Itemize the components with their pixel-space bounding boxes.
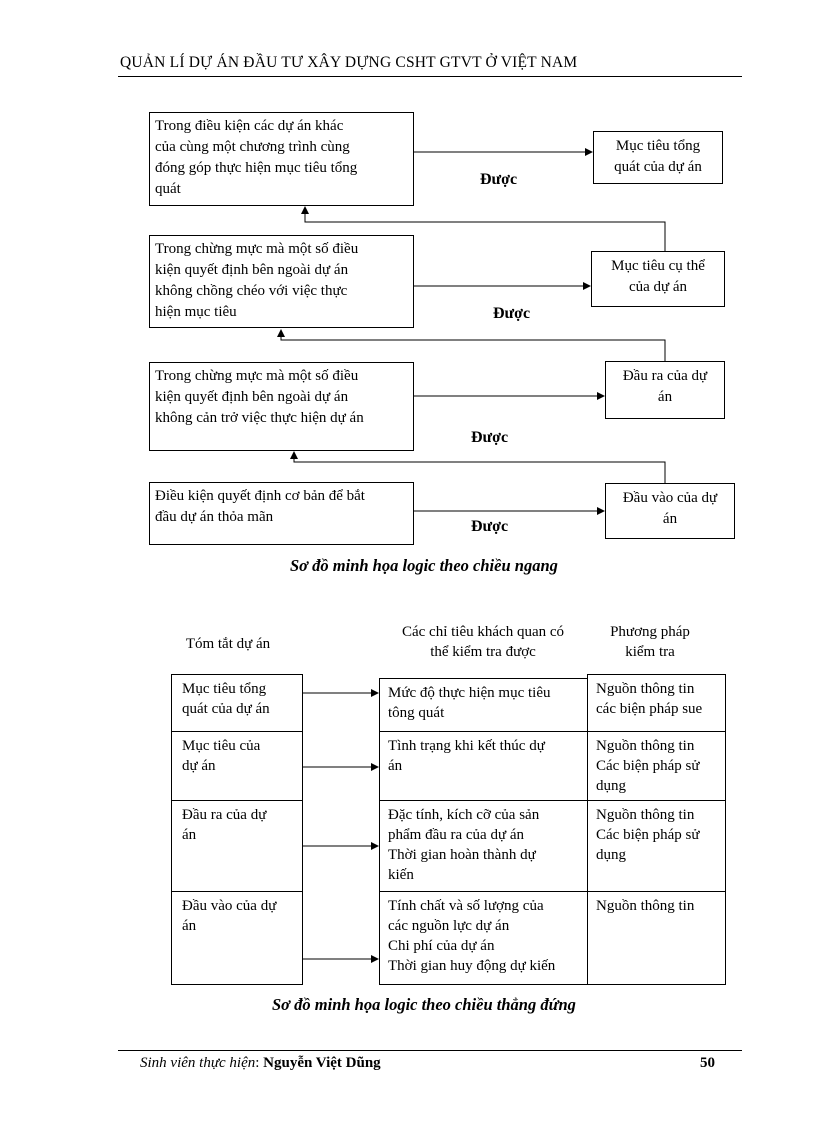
text-line: các nguồn lực dự án bbox=[388, 918, 510, 934]
text-line: Tình trạng khi kết thúc dự bbox=[388, 738, 545, 754]
indicator-cell-4 bbox=[379, 891, 588, 985]
footer-role-label: Sinh viên thực hiện bbox=[140, 1055, 256, 1071]
text-line: Đầu ra của dự bbox=[182, 807, 267, 823]
text-line: Trong chừng mực mà một số điều bbox=[155, 368, 359, 384]
text-line: Chi phí của dự án bbox=[388, 938, 495, 954]
summary-cell-3 bbox=[171, 800, 303, 892]
text-line: của cùng một chương trình cùng bbox=[155, 139, 350, 155]
text-line: quát của dự án bbox=[614, 159, 702, 175]
method-cell-1 bbox=[587, 674, 726, 732]
text-line: Điều kiện quyết định cơ bản để bắt bbox=[155, 488, 365, 504]
text-line: án bbox=[182, 827, 197, 843]
text-line: Các chỉ tiêu khách quan có bbox=[401, 624, 565, 640]
text-line: Nguồn thông tin bbox=[596, 807, 695, 823]
text-line: các biện pháp sue bbox=[596, 701, 703, 717]
text-line: kiến bbox=[388, 867, 414, 883]
text-line: Đầu ra của dự bbox=[622, 368, 708, 384]
footer-separator: : bbox=[255, 1055, 260, 1071]
result-box-specific-objective bbox=[591, 251, 725, 307]
indicator-cell-3 bbox=[379, 800, 588, 892]
horizontal-diagram-caption: Sơ đồ minh họa logic theo chiều ngang bbox=[290, 556, 558, 575]
assumption-box-4 bbox=[149, 482, 414, 545]
text-line: án bbox=[657, 389, 673, 405]
method-cell-3 bbox=[587, 800, 726, 892]
feedback-arrow-3 bbox=[281, 330, 665, 361]
method-cell-4 bbox=[587, 891, 726, 985]
text-line: Nguồn thông tin bbox=[596, 681, 695, 697]
text-line: Trong chừng mực mà một số điều bbox=[155, 241, 359, 257]
text-line: Tính chất và số lượng của bbox=[388, 898, 544, 914]
link-label-1: Được bbox=[480, 171, 518, 188]
method-cell-2 bbox=[587, 731, 726, 801]
text-line: dụng bbox=[596, 778, 626, 794]
text-line: thể kiểm tra được bbox=[430, 644, 536, 660]
column-header-indicators bbox=[378, 622, 588, 662]
result-box-general-objective bbox=[593, 131, 723, 184]
text-line: kiện quyết định bên ngoài dự án bbox=[155, 389, 349, 405]
text-line: dự án bbox=[182, 758, 216, 774]
text-line: Nguồn thông tin bbox=[596, 898, 695, 914]
summary-cell-2 bbox=[171, 731, 303, 801]
text-line: không cản trở việc thực hiện dự án bbox=[155, 410, 364, 426]
text-line: kiểm tra bbox=[625, 644, 675, 660]
summary-cell-4 bbox=[171, 891, 303, 985]
text-line: Mức độ thực hiện mục tiêu bbox=[388, 685, 551, 701]
text-line: Mục tiêu tổng bbox=[182, 681, 267, 697]
text-line: quát của dự án bbox=[182, 701, 270, 717]
column-header-methods bbox=[590, 622, 710, 662]
text-line: của dự án bbox=[628, 279, 688, 295]
footer-student-name: Nguyễn Việt Dũng bbox=[263, 1055, 381, 1071]
result-box-inputs bbox=[605, 483, 735, 539]
text-line: phẩm đầu ra của dự án bbox=[388, 827, 524, 843]
assumption-box-2 bbox=[149, 235, 414, 328]
link-label-4: Được bbox=[471, 518, 509, 535]
vertical-diagram-caption: Sơ đồ minh họa logic theo chiều thẳng đứng bbox=[272, 995, 576, 1014]
text-line: Đặc tính, kích cỡ của sản bbox=[388, 807, 540, 823]
footer-author bbox=[140, 1055, 381, 1072]
text-line: dụng bbox=[596, 847, 626, 863]
text-line: Đầu vào của dự bbox=[622, 490, 718, 506]
text-line: kiện quyết định bên ngoài dự án bbox=[155, 262, 349, 278]
text-line: tông quát bbox=[388, 705, 445, 721]
result-box-outputs bbox=[605, 361, 725, 419]
indicator-cell-2 bbox=[379, 731, 588, 801]
text-line: đóng góp thực hiện mục tiêu tổng bbox=[155, 160, 358, 176]
text-line: Mục tiêu tổng bbox=[615, 138, 701, 154]
assumption-box-1 bbox=[149, 112, 414, 206]
text-line: đầu dự án thỏa mãn bbox=[155, 509, 274, 525]
link-label-3: Được bbox=[471, 429, 509, 446]
text-line: quát bbox=[155, 181, 181, 197]
summary-cell-1 bbox=[171, 674, 303, 732]
text-line: Nguồn thông tin bbox=[596, 738, 695, 754]
text-line: hiện mục tiêu bbox=[155, 304, 237, 320]
feedback-arrow-4 bbox=[294, 452, 665, 483]
text-line: Đầu vào của dự bbox=[182, 898, 277, 914]
footer-rule bbox=[118, 1050, 742, 1051]
text-line: Mục tiêu cụ thể bbox=[611, 258, 705, 274]
text-line: án bbox=[662, 511, 678, 527]
indicator-cell-1 bbox=[379, 678, 588, 732]
text-line: Phương pháp bbox=[610, 624, 690, 640]
column-header-summary bbox=[168, 634, 288, 654]
text-line: Các biện pháp sử bbox=[596, 827, 700, 843]
text-line: Thời gian huy động dự kiến bbox=[388, 958, 556, 974]
text-line: không chồng chéo với việc thực bbox=[155, 283, 348, 299]
text-line: Thời gian hoàn thành dự bbox=[388, 847, 536, 863]
page-number: 50 bbox=[700, 1055, 715, 1071]
text-line: Trong điều kiện các dự án khác bbox=[155, 118, 344, 134]
document-header-title: QUẢN LÍ DỰ ÁN ĐẦU TƯ XÂY DỰNG CSHT GTVT Ở VIỆT NAM bbox=[120, 54, 578, 71]
text-line: Tóm tắt dự án bbox=[185, 636, 271, 652]
text-line: Mục tiêu của bbox=[182, 738, 261, 754]
assumption-box-3 bbox=[149, 362, 414, 451]
link-label-2: Được bbox=[493, 305, 531, 322]
text-line: án bbox=[182, 918, 197, 934]
text-line: Các biện pháp sử bbox=[596, 758, 700, 774]
text-line: án bbox=[388, 758, 403, 774]
